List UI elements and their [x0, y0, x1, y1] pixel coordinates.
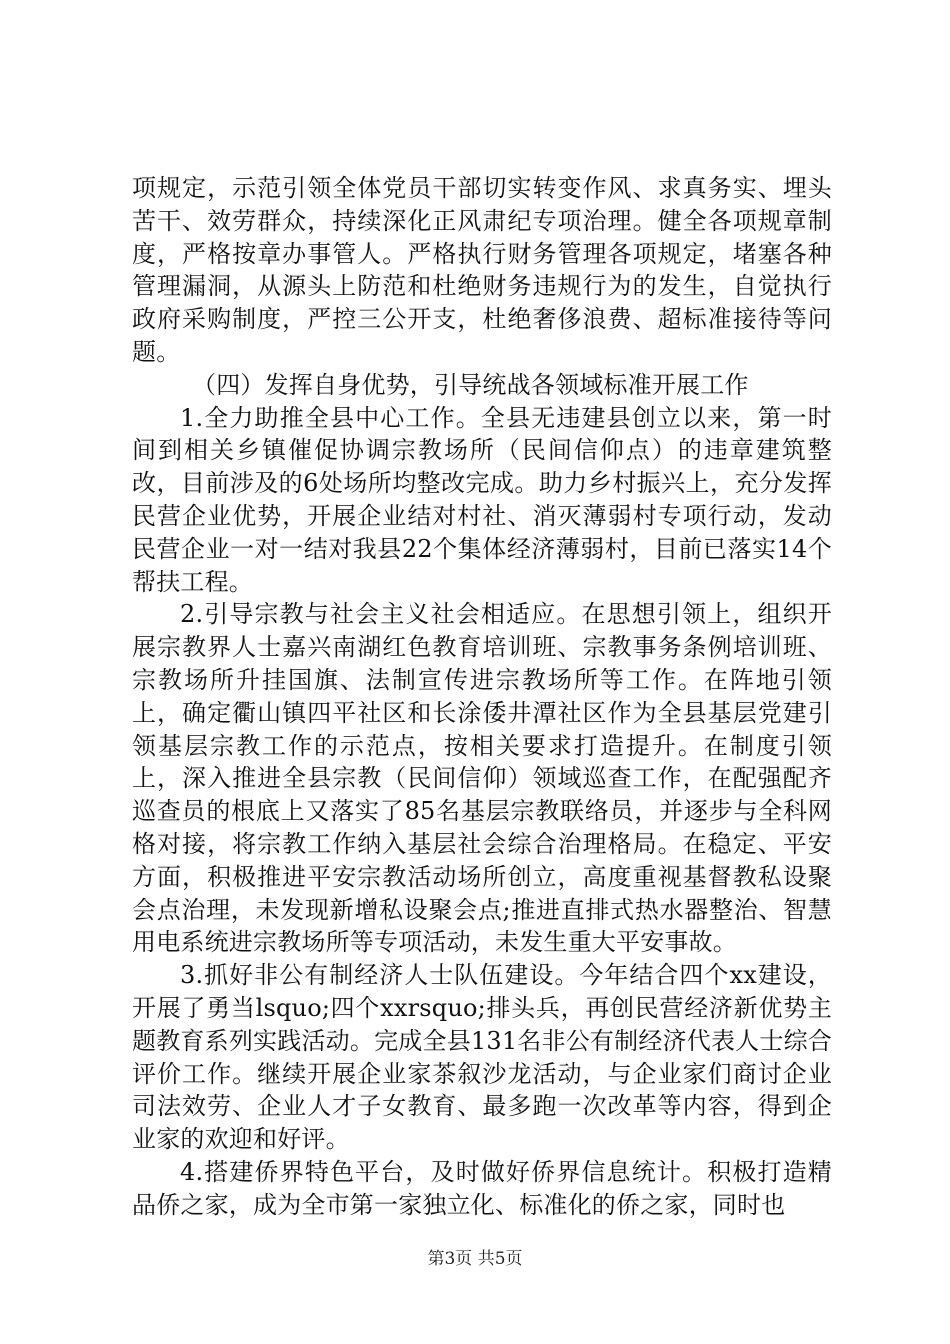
paragraph-item-2: 2.引导宗教与社会主义社会相适应。在思想引领上，组织开展宗教界人士嘉兴南湖红色教育培训班、宗教事务条例培训班、宗教场所升挂国旗、法制宣传进宗教场所等工作。在阵地引领上，确定衢山镇四平社区和长涂倭井潭社区作为全县基层党建引领基层宗教工作的示范点，按相关要求打造提升。在制度引领上，深入推进全县宗教（民间信仰）领域巡查工作，在配强配齐巡查员的根底上又落实了85名基层宗教联络员，并逐步与全科网格对接，将宗教工作纳入基层社会综合治理格局。在稳定、平安方面，积极推进平安宗教活动场所创立，高度重视基督教私设聚会点治理，未发现新增私设聚会点;推进直排式热水器整治、智慧用电系统进宗教场所等专项活动，未发生重大平安事故。	[132, 600, 832, 957]
section-heading-four: （四）发挥自身优势，引导统战各领域标准开展工作	[192, 370, 749, 399]
paragraph-item-3: 3.抓好非公有制经济人士队伍建设。今年结合四个xx建设，开展了勇当lsquo;四个xxrsquo;排头兵，再创民营经济新优势主题教育系列实践活动。完成全县131名非公有制经济代表人士综合评价工作。继续开展企业家茶叙沙龙活动，与企业家们商讨企业司法效劳、企业人才子女教育、最多跑一次改革等内容，得到企业家的欢迎和好评。	[132, 961, 832, 1154]
paragraph-continuation: 项规定，示范引领全体党员干部切实转变作风、求真务实、埋头苦干、效劳群众，持续深化正风肃纪专项治理。健全各项规章制度，严格按章办事管人。严格执行财务管理各项规定，堵塞各种管理漏洞，从源头上防范和杜绝财务违规行为的发生，自觉执行政府采购制度，严控三公开支，杜绝奢侈浪费、超标准接待等问题。	[132, 174, 832, 366]
page-number-footer: 第3页 共5页	[427, 1249, 523, 1269]
paragraph-item-1: 1.全力助推全县中心工作。全县无违建县创立以来，第一时间到相关乡镇催促协调宗教场所（民间信仰点）的违章建筑整改，目前涉及的6处场所均整改完成。助力乡村振兴上，充分发挥民营企业优势，开展企业结对村社、消灭薄弱村专项行动，发动民营企业一对一结对我县22个集体经济薄弱村，目前已落实14个帮扶工程。	[132, 403, 832, 596]
document-body	[132, 172, 832, 1222]
paragraph-item-4: 4.搭建侨界特色平台，及时做好侨界信息统计。积极打造精品侨之家，成为全市第一家独立化、标准化的侨之家，同时也	[132, 1157, 832, 1219]
